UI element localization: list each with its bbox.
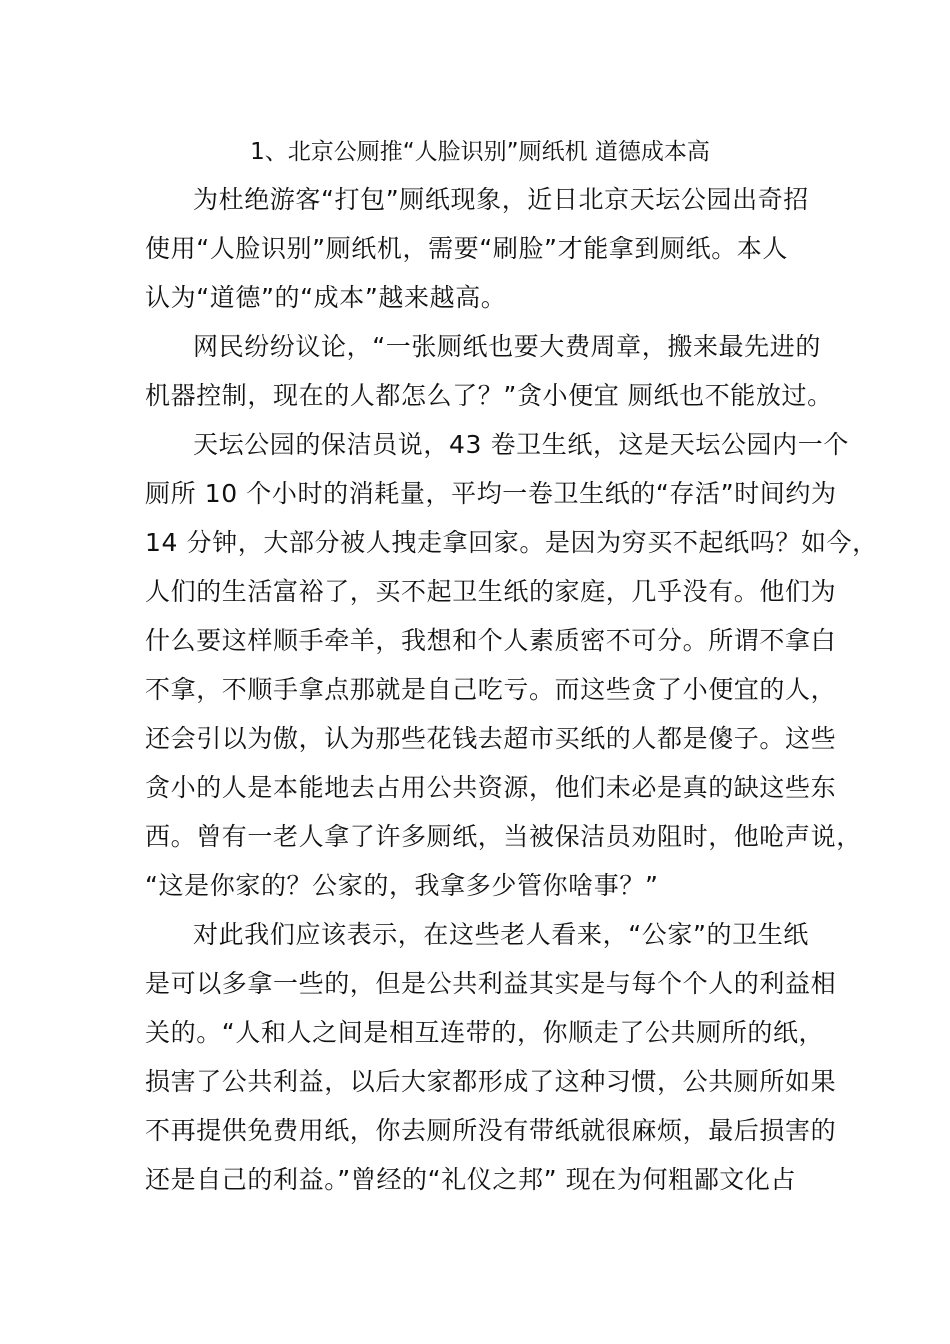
text-line: 对此我们应该表示，在这些老人看来，“公家”的卫生纸 <box>193 920 809 949</box>
text-line: 损害了公共利益，以后大家都形成了这种习惯，公共厕所如果 <box>145 1067 837 1096</box>
text-line: 天坛公园的保洁员说，43 卷卫生纸，这是天坛公园内一个 <box>193 430 849 459</box>
text-line: 还是自己的利益。”曾经的“礼仪之邦” 现在为何粗鄙文化占 <box>145 1165 797 1194</box>
text-line: 厕所 10 个小时的消耗量，平均一卷卫生纸的“存活”时间约为 <box>145 479 837 508</box>
text-line: 14 分钟，大部分被人拽走拿回家。是因为穷买不起纸吗？如今， <box>145 528 878 557</box>
text-line: 机器控制，现在的人都怎么了？”贪小便宜 厕纸也不能放过。 <box>145 381 833 410</box>
text-line: 什么要这样顺手牵羊，我想和个人素质密不可分。所谓不拿白 <box>145 626 837 655</box>
text-line: 贪小的人是本能地去占用公共资源，他们未必是真的缺这些东 <box>145 773 837 802</box>
text-line: 使用“人脸识别”厕纸机，需要“刷脸”才能拿到厕纸。本人 <box>145 234 789 263</box>
text-line: 人们的生活富裕了，买不起卫生纸的家庭，几乎没有。他们为 <box>145 577 837 606</box>
text-line: 西。曾有一老人拿了许多厕纸，当被保洁员劝阻时，他呛声说， <box>145 822 862 851</box>
text-line: “这是你家的？公家的，我拿多少管你啥事？” <box>145 871 659 900</box>
document-title: 1、北京公厕推“人脸识别”厕纸机 道德成本高 <box>250 139 710 165</box>
text-line: 是可以多拿一些的，但是公共利益其实是与每个个人的利益相 <box>145 969 837 998</box>
text-line: 还会引以为傲，认为那些花钱去超市买纸的人都是傻子。这些 <box>145 724 837 753</box>
text-line: 为杜绝游客“打包”厕纸现象，近日北京天坛公园出奇招 <box>193 185 809 214</box>
text-line: 认为“道德”的“成本”越来越高。 <box>145 283 507 312</box>
text-line: 不拿，不顺手拿点那就是自己吃亏。而这些贪了小便宜的人， <box>145 675 837 704</box>
text-line: 不再提供免费用纸，你去厕所没有带纸就很麻烦，最后损害的 <box>145 1116 837 1145</box>
text-line: 关的。“人和人之间是相互连带的，你顺走了公共厕所的纸， <box>145 1018 825 1047</box>
text-line: 网民纷纷议论，“一张厕纸也要大费周章，搬来最先进的 <box>193 332 821 361</box>
